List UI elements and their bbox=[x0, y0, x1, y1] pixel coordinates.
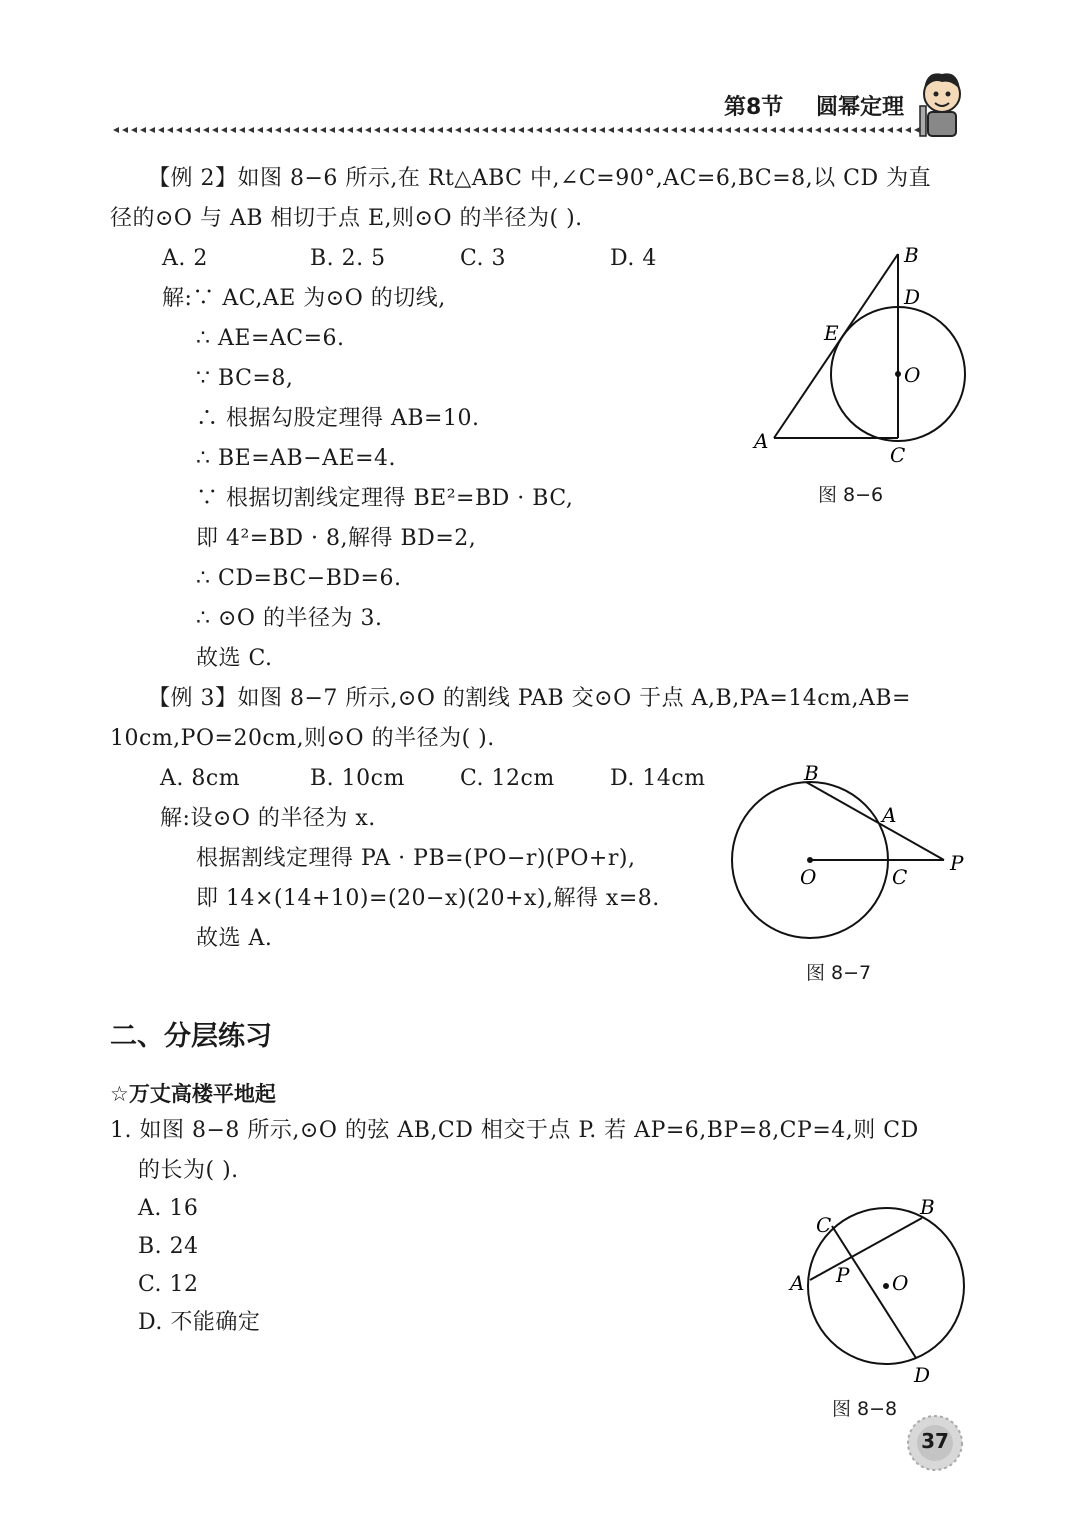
solution-line: ∴ ⊙O 的半径为 3. bbox=[196, 606, 383, 631]
solution-line: ∵ BC=8, bbox=[196, 366, 294, 391]
option-d: D. 不能确定 bbox=[138, 1310, 261, 1335]
label-a: A bbox=[754, 429, 769, 453]
solution-line: 故选 C. bbox=[196, 646, 273, 671]
center-o-dot bbox=[807, 857, 813, 863]
example-3-line-1: 【例 3】如图 8−7 所示,⊙O 的割线 PAB 交⊙O 于点 A,B,PA=14cm,AB= bbox=[148, 686, 911, 711]
label-a: A bbox=[882, 803, 897, 827]
option-b: B. 24 bbox=[138, 1234, 199, 1259]
option-b: B. 2. 5 bbox=[310, 246, 386, 271]
question-1-line-2: 的长为( ). bbox=[138, 1158, 239, 1183]
example-2-line-2: 径的⊙O 与 AB 相切于点 E,则⊙O 的半径为( ). bbox=[110, 206, 583, 231]
page-number: 37 bbox=[921, 1429, 949, 1453]
solution-line: ∵ 根据切割线定理得 BE²=BD · BC, bbox=[196, 486, 574, 511]
figure-8-8 bbox=[770, 1190, 980, 1390]
option-a: A. 8cm bbox=[160, 766, 241, 791]
solution-line: ∴ 根据勾股定理得 AB=10. bbox=[196, 406, 480, 431]
label-a: A bbox=[790, 1271, 805, 1295]
option-d: D. 14cm bbox=[610, 766, 706, 791]
solution-line: 即 14×(14+10)=(20−x)(20+x),解得 x=8. bbox=[196, 886, 660, 911]
secant-pab bbox=[806, 782, 944, 860]
figure-8-7 bbox=[720, 760, 980, 960]
label-o: O bbox=[892, 1271, 909, 1295]
example-3-line-2: 10cm,PO=20cm,则⊙O 的半径为( ). bbox=[110, 726, 495, 751]
label-c: C bbox=[816, 1213, 832, 1237]
section-title: 圆幂定理 bbox=[816, 95, 905, 120]
header-divider bbox=[112, 126, 922, 134]
option-b: B. 10cm bbox=[310, 766, 405, 791]
option-c: C. 12cm bbox=[460, 766, 555, 791]
segment-ab bbox=[774, 254, 898, 438]
label-b: B bbox=[804, 761, 819, 785]
figure-8-8-caption: 图 8−8 bbox=[832, 1398, 898, 1420]
solution-line: ∴ CD=BC−BD=6. bbox=[196, 566, 402, 591]
label-d: D bbox=[914, 1363, 931, 1387]
section-heading: 二、分层练习 bbox=[110, 1021, 272, 1052]
label-p: P bbox=[836, 1263, 850, 1287]
label-p: P bbox=[950, 851, 964, 875]
label-c: C bbox=[890, 443, 906, 467]
label-b: B bbox=[904, 243, 919, 267]
label-b: B bbox=[920, 1195, 935, 1219]
example-2-line-1: 【例 2】如图 8−6 所示,在 Rt△ABC 中,∠C=90°,AC=6,BC=8,以 CD 为直 bbox=[148, 166, 932, 191]
solution-line: 解:∵ AC,AE 为⊙O 的切线, bbox=[162, 286, 446, 311]
page-number-badge bbox=[906, 1414, 964, 1472]
option-a: A. 16 bbox=[138, 1196, 199, 1221]
solution-line: 解:设⊙O 的半径为 x. bbox=[160, 806, 376, 831]
label-d: D bbox=[904, 285, 921, 309]
option-a: A. 2 bbox=[162, 246, 208, 271]
subsection-heading: ☆万丈高楼平地起 bbox=[110, 1082, 276, 1106]
solution-line: ∴ BE=AB−AE=4. bbox=[196, 446, 397, 471]
section-number: 第8节 bbox=[724, 95, 784, 120]
center-o-dot bbox=[883, 1283, 889, 1289]
label-o: O bbox=[904, 363, 921, 387]
solution-line: ∴ AE=AC=6. bbox=[196, 326, 345, 351]
label-c: C bbox=[892, 865, 908, 889]
label-e: E bbox=[824, 321, 839, 345]
option-c: C. 12 bbox=[138, 1272, 199, 1297]
option-c: C. 3 bbox=[460, 246, 507, 271]
label-o: O bbox=[800, 865, 817, 889]
option-d: D. 4 bbox=[610, 246, 657, 271]
question-1-line-1: 1. 如图 8−8 所示,⊙O 的弦 AB,CD 相交于点 P. 若 AP=6,BP=8,CP=4,则 CD bbox=[110, 1118, 919, 1143]
figure-8-6 bbox=[740, 240, 980, 475]
solution-line: 根据割线定理得 PA · PB=(PO−r)(PO+r), bbox=[196, 846, 636, 871]
figure-8-7-caption: 图 8−7 bbox=[806, 962, 872, 984]
solution-line: 故选 A. bbox=[196, 926, 273, 951]
figure-8-6-caption: 图 8−6 bbox=[818, 484, 884, 506]
solution-line: 即 4²=BD · 8,解得 BD=2, bbox=[196, 526, 477, 551]
center-o-dot bbox=[895, 371, 901, 377]
